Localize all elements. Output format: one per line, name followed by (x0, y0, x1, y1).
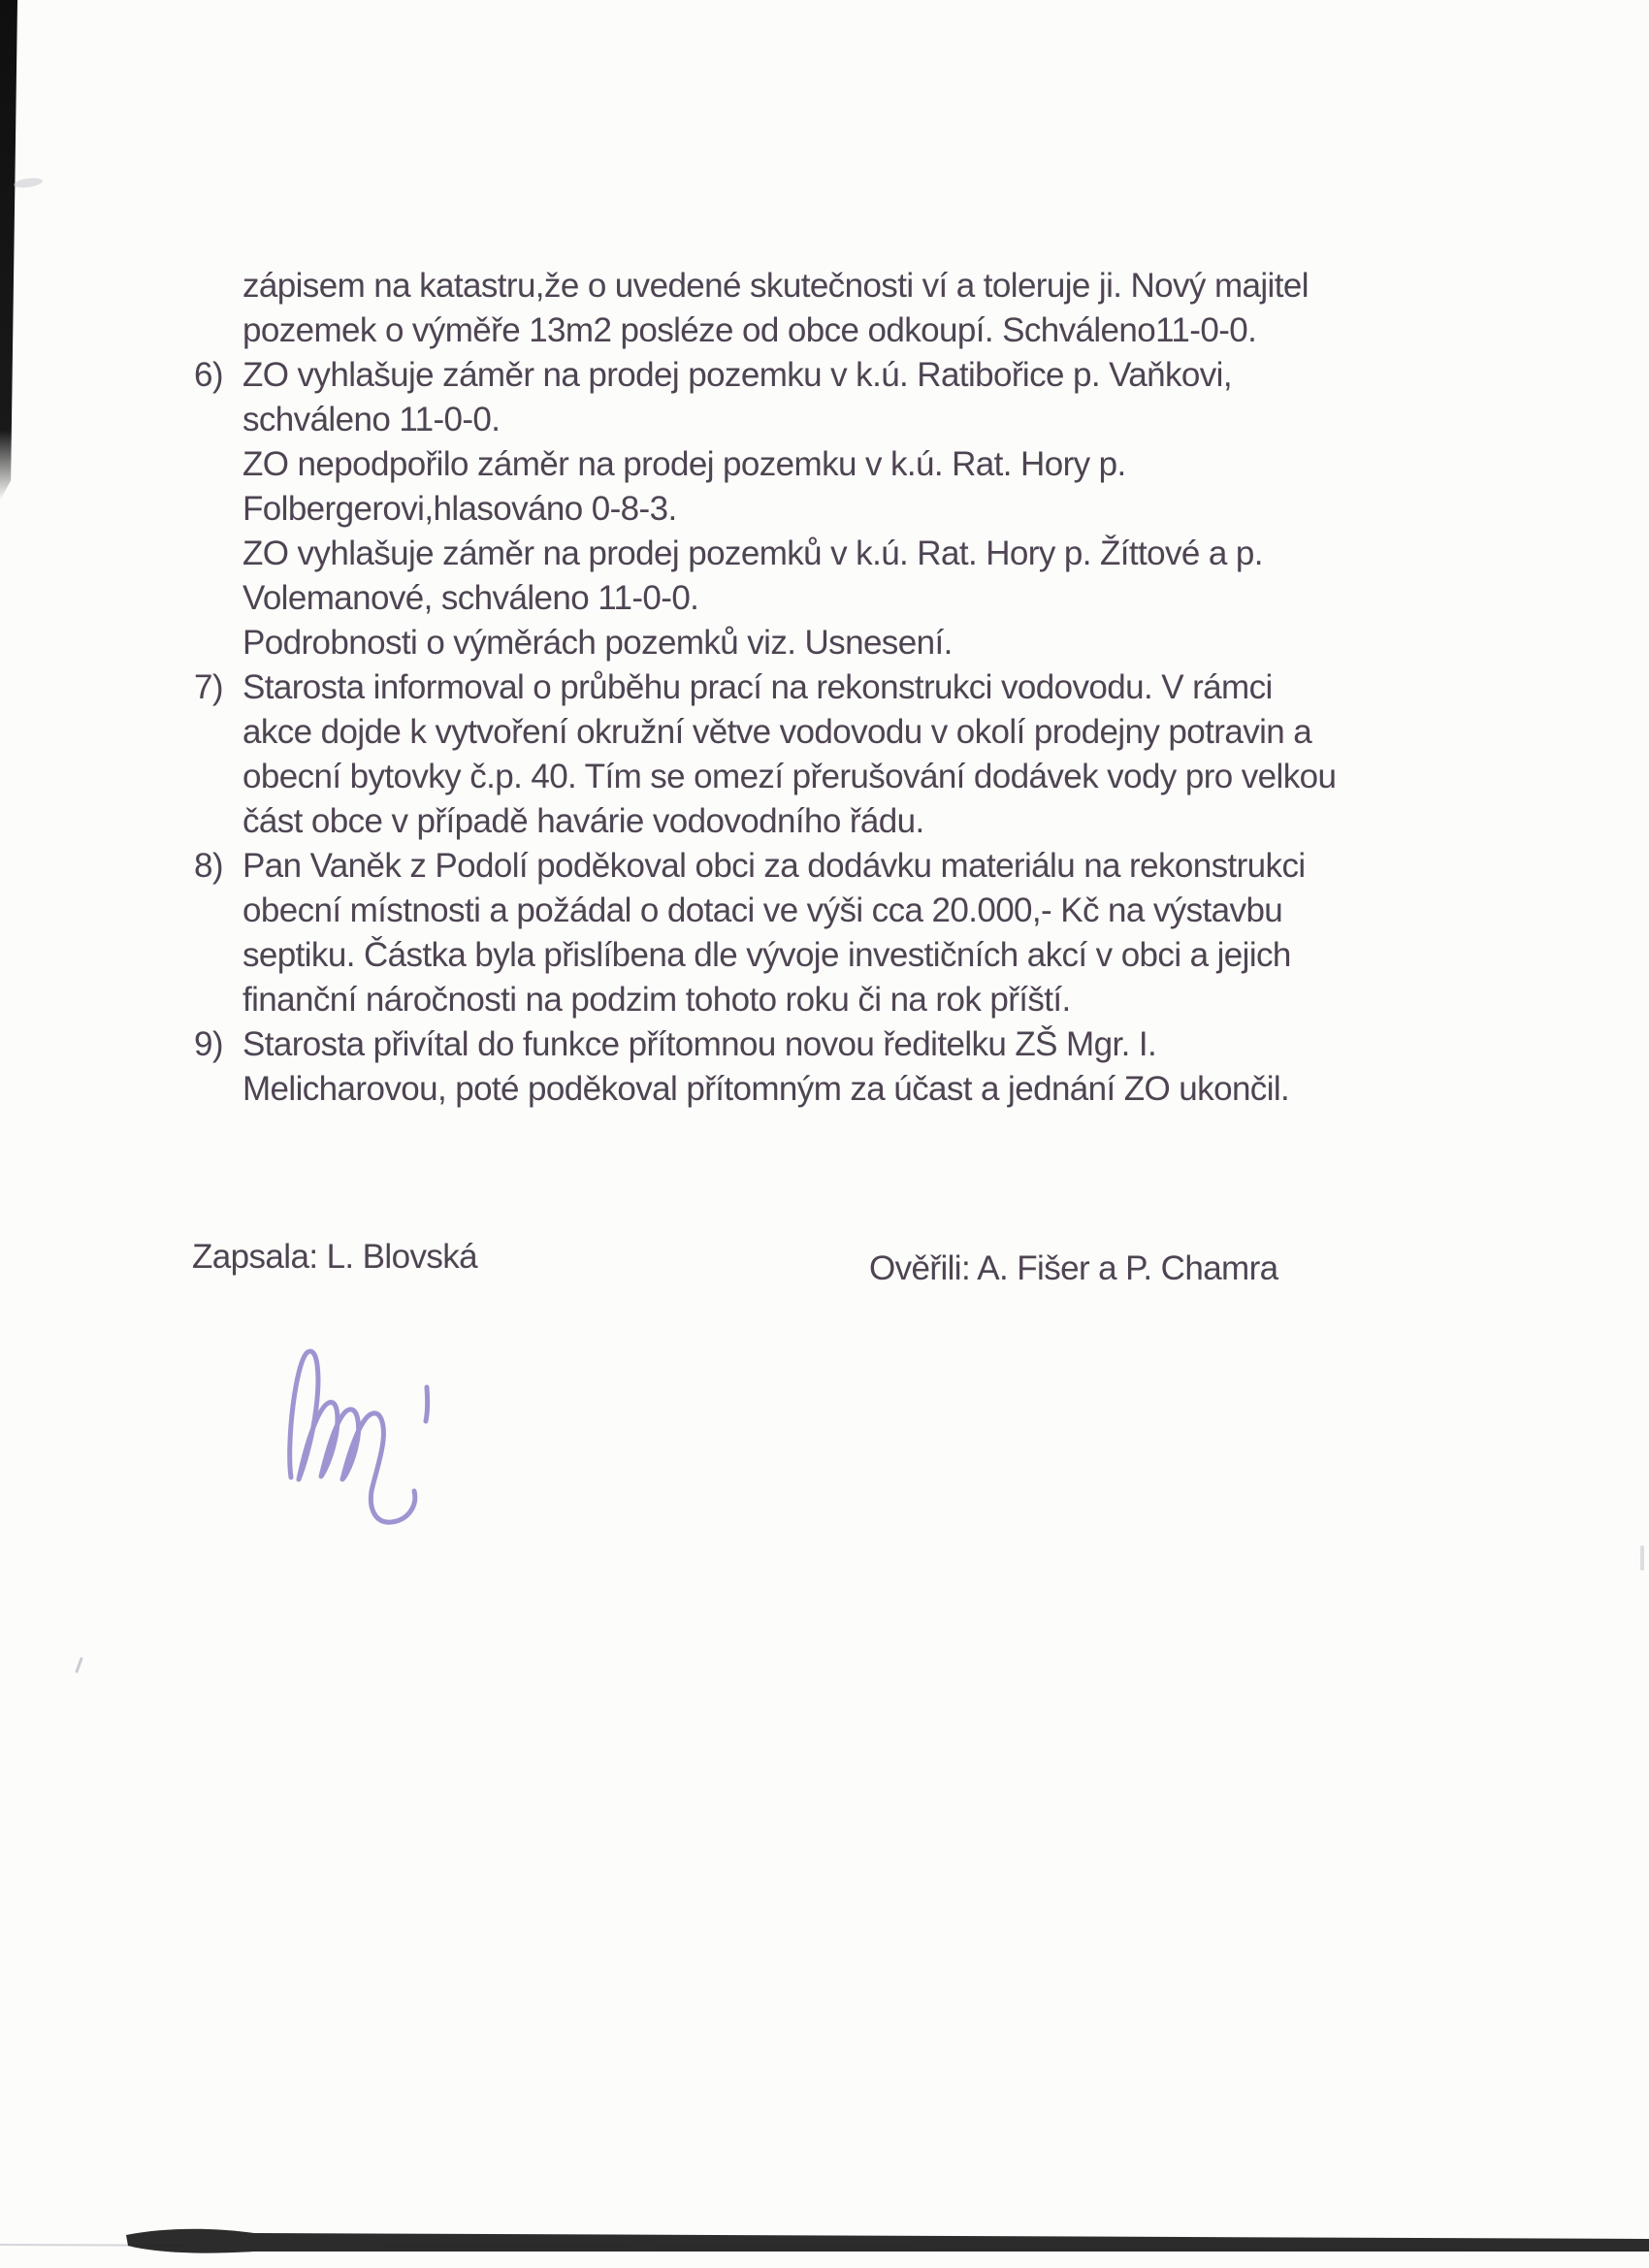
item-line: obecní bytovky č.p. 40. Tím se omezí přerušování dodávek vody pro velkou (242, 758, 1337, 795)
scan-smudge (14, 177, 44, 189)
item-line: schváleno 11-0-0. (242, 401, 501, 438)
item-8 (194, 844, 1455, 889)
item-line: Podrobnosti o výměrách pozemků viz. Usnesení. (242, 624, 953, 662)
item-line: ZO vyhlašuje záměr na prodej pozemků v k.ú. Rat. Hory p. Žíttové a p. (242, 535, 1263, 572)
item-6 (194, 353, 1455, 398)
minutes-text-block (194, 264, 1455, 1112)
intro-line: zápisem na katastru,že o uvedené skutečnosti ví a toleruje ji. Nový majitel (242, 267, 1309, 305)
item-line: Melicharovou, poté poděkoval přítomným za účast a jednání ZO ukončil. (242, 1070, 1290, 1108)
scan-smudge (1640, 1545, 1644, 1571)
item-number: 9) (194, 1025, 223, 1063)
item-7 (194, 665, 1455, 710)
item-line: ZO nepodpořilo záměr na prodej pozemku v k.ú. Rat. Hory p. (242, 445, 1126, 483)
item-line: část obce v případě havárie vodovodního řádu. (242, 802, 924, 840)
intro-line: pozemek o výměře 13m2 posléze od obce odkoupí. Schváleno11-0-0. (242, 311, 1257, 349)
item-line: Starosta informoval o průběhu prací na rekonstrukci vodovodu. V rámci (242, 668, 1273, 706)
item-line: obecní místnosti a požádal o dotaci ve výši cca 20.000,- Kč na výstavbu (242, 891, 1283, 929)
scan-smudge (75, 1657, 83, 1673)
item-line: akce dojde k vytvoření okružní větve vodovodu v okolí prodejny potravin a (242, 713, 1312, 751)
item-line: Volemanové, schváleno 11-0-0. (242, 579, 699, 617)
scan-edge-artifact-bottom (0, 2225, 1649, 2268)
item-line: septiku. Částka byla přislíbena dle vývoje investičních akcí v obci a jejich (242, 936, 1291, 974)
item-line: Pan Vaněk z Podolí poděkoval obci za dodávku materiálu na rekonstrukci (242, 847, 1306, 885)
recorded-by-label: Zapsala: L. Blovská (192, 1238, 478, 1276)
scan-edge-artifact-left (0, 0, 17, 501)
item-number: 7) (194, 668, 223, 706)
verified-by-label: Ověřili: A. Fišer a P. Chamra (869, 1249, 1278, 1287)
item-number: 8) (194, 847, 223, 885)
item-number: 6) (194, 356, 223, 394)
item-9 (194, 1022, 1455, 1067)
item-line: ZO vyhlašuje záměr na prodej pozemku v k.ú. Ratibořice p. Vaňkovi, (242, 356, 1232, 394)
item-line: Starosta přivítal do funkce přítomnou novou ředitelku ZŠ Mgr. I. (242, 1025, 1157, 1063)
item-line: Folbergerovi,hlasováno 0-8-3. (242, 490, 677, 528)
handwritten-signature-ink (275, 1334, 454, 1533)
item-line: finanční náročnosti na podzim tohoto roku či na rok příští. (242, 981, 1071, 1019)
